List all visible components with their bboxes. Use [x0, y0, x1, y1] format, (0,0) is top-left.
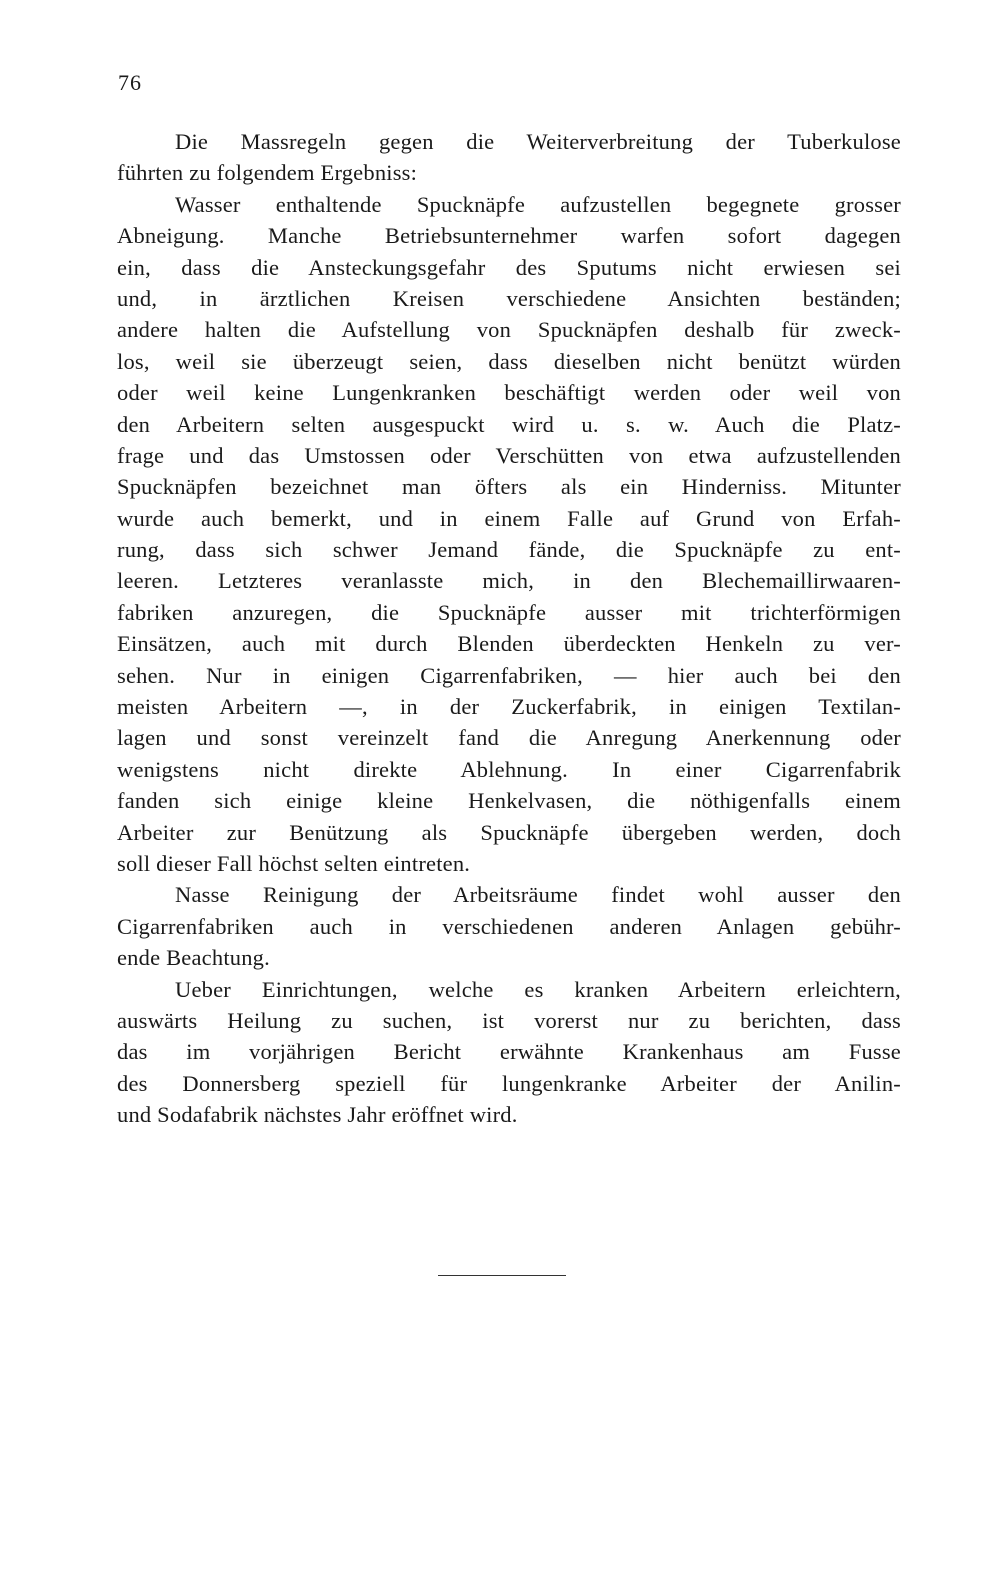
text-line: und Sodafabrik nächstes Jahr eröffnet wird. — [117, 1102, 518, 1128]
text-line: andere halten die Aufstellung von Spucknäpfen deshalb für zweck- — [117, 317, 901, 343]
text-line: wenigstens nicht direkte Ablehnung. In einer Cigarrenfabrik — [117, 756, 901, 782]
text-line: auswärts Heilung zu suchen, ist vorerst nur zu berichten, dass — [117, 1007, 901, 1033]
text-line: Ueber Einrichtungen, welche es kranken Arbeitern erleichtern, — [175, 976, 901, 1002]
text-line: und, in ärztlichen Kreisen verschiedene Ansichten beständen; — [117, 285, 901, 311]
text-line: Einsätzen, auch mit durch Blenden überdeckten Henkeln zu ver- — [117, 631, 901, 657]
text-line: los, weil sie überzeugt seien, dass dieselben nicht benützt würden — [117, 348, 901, 374]
text-line: rung, dass sich schwer Jemand fände, die Spucknäpfe zu ent- — [117, 537, 901, 563]
text-line: leeren. Letzteres veranlasste mich, in den Blechemaillirwaaren- — [117, 568, 901, 594]
text-line: fabriken anzuregen, die Spucknäpfe ausser mit trichterförmigen — [117, 599, 901, 625]
text-line: das im vorjährigen Bericht erwähnte Krankenhaus am Fusse — [117, 1039, 901, 1065]
text-line: Spucknäpfen bezeichnet man öfters als ein Hinderniss. Mitunter — [117, 474, 901, 500]
text-line: ende Beachtung. — [117, 945, 270, 971]
text-line: oder weil keine Lungenkranken beschäftigt werden oder weil von — [117, 380, 901, 406]
text-line: führten zu folgendem Ergebniss: — [117, 160, 418, 186]
text-line: ein, dass die Ansteckungsgefahr des Sputums nicht erwiesen sei — [117, 254, 901, 280]
text-line: Wasser enthaltende Spucknäpfe aufzustellen begegnete grosser — [175, 191, 901, 217]
text-line: lagen und sonst vereinzelt fand die Anregung Anerkennung oder — [117, 725, 901, 751]
text-line: sehen. Nur in einigen Cigarrenfabriken, — hier auch bei den — [117, 662, 901, 688]
text-line: soll dieser Fall höchst selten eintreten. — [117, 850, 471, 876]
text-line: Arbeiter zur Benützung als Spucknäpfe übergeben werden, doch — [117, 819, 901, 845]
text-line: frage und das Umstossen oder Verschütten von etwa aufzustellenden — [117, 442, 901, 468]
text-line: Nasse Reinigung der Arbeitsräume findet wohl ausser den — [175, 882, 901, 908]
text-line: wurde auch bemerkt, und in einem Falle auf Grund von Erfah- — [117, 505, 901, 531]
text-line: den Arbeitern selten ausgespuckt wird u. s. w. Auch die Platz- — [117, 411, 901, 437]
body-text — [117, 126, 901, 1131]
section-divider — [438, 1275, 566, 1276]
text-line: meisten Arbeitern —, in der Zuckerfabrik, in einigen Textilan- — [117, 694, 901, 720]
text-line: fanden sich einige kleine Henkelvasen, die nöthigenfalls einem — [117, 788, 901, 814]
page-number: 76 — [118, 70, 142, 95]
text-line: des Donnersberg speziell für lungenkranke Arbeiter der Anilin- — [117, 1070, 901, 1096]
text-line: Cigarrenfabriken auch in verschiedenen anderen Anlagen gebühr- — [117, 913, 901, 939]
text-line: Die Massregeln gegen die Weiterverbreitung der Tuberkulose — [175, 129, 901, 154]
text-line: Abneigung. Manche Betriebsunternehmer warfen sofort dagegen — [117, 223, 901, 249]
